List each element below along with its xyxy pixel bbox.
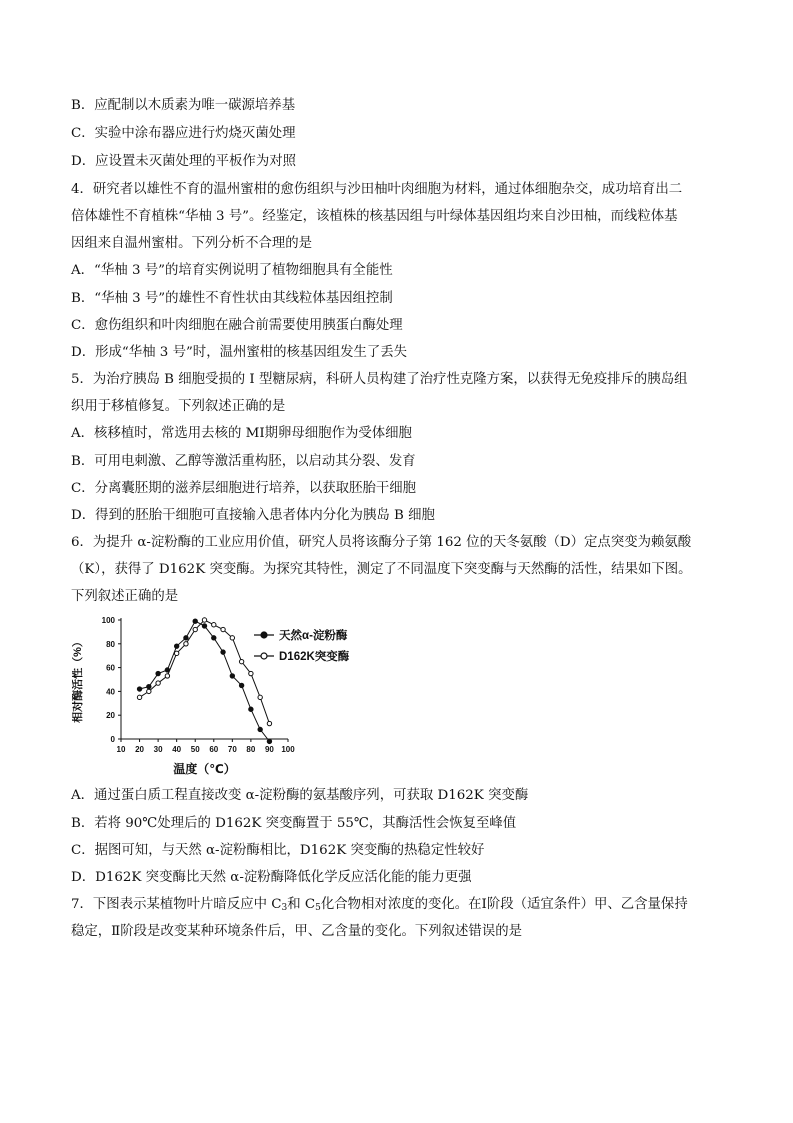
x-tick-label: 30: [153, 745, 163, 754]
x-axis-label: 温度（℃）: [173, 762, 236, 776]
x-tick-label: 20: [135, 745, 145, 754]
data-point: [156, 681, 160, 685]
text-line: B．应配制以木质素为唯一碳源培养基: [71, 98, 296, 113]
enzyme-activity-chart: [72, 610, 402, 782]
text-line: （K），获得了 D162K 突变酶。为探究其特性，测定了不同温度下突变酶与天然酶的活性，结果如下图。: [71, 562, 692, 577]
data-point: [165, 674, 169, 678]
text-line: D．得到的胚胎干细胞可直接输入患者体内分化为胰岛 B 细胞: [71, 508, 435, 523]
text-line: B．“华柚 3 号”的雄性不育性状由其线粒体基因组控制: [71, 291, 393, 306]
text-line: 6．为提升 α-淀粉酶的工业应用价值，研究人员将该酶分子第 162 位的天冬氨酸（D）定点突变为赖氨酸: [71, 535, 692, 550]
text-line: 5．为治疗胰岛 B 细胞受损的 I 型糖尿病，科研人员构建了治疗性克隆方案，以获得无免疫排斥的胰岛组: [71, 372, 688, 387]
y-tick-label: 100: [101, 616, 115, 625]
text-line: D．D162K 突变酶比天然 α-淀粉酶降低化学反应活化能的能力更强: [71, 870, 472, 885]
data-point: [193, 619, 197, 623]
data-point: [249, 707, 253, 711]
data-point: [230, 636, 234, 640]
text-line: 下列叙述正确的是: [71, 589, 179, 604]
x-tick-label: 90: [264, 745, 274, 754]
data-point: [221, 650, 225, 654]
q7-line-1: 7．下图表示某植物叶片暗反应中 $C_3$和 $C_5$化合物相对浓度的变化。在Ⅰ阶段（适宜条件）甲、乙含量保持: [71, 897, 688, 913]
y-tick-label: 40: [106, 687, 115, 697]
y-tick-label: 0: [110, 735, 115, 744]
data-point: [221, 627, 225, 631]
x-tick-label: 60: [209, 745, 219, 754]
y-tick-label: 20: [106, 711, 115, 721]
data-point: [267, 721, 271, 725]
legend-label: D162K突变酶: [279, 651, 350, 663]
text-line: B．若将 90℃处理后的 D162K 突变酶置于 55℃，其酶活性会恢复至峰值: [71, 816, 517, 831]
data-point: [147, 684, 151, 688]
x-tick-label: 70: [227, 745, 237, 754]
data-point: [137, 687, 141, 691]
data-point: [184, 642, 188, 646]
data-point: [258, 727, 262, 731]
text-line: 织用于移植修复。下列叙述正确的是: [71, 399, 286, 414]
data-point: [212, 636, 216, 640]
text-line: D．形成“华柚 3 号”时，温州蜜柑的核基因组发生了丢失: [71, 345, 408, 360]
data-point: [193, 627, 197, 631]
text-line: 因组来自温州蜜柑。下列分析不合理的是: [71, 236, 313, 251]
data-point: [184, 636, 188, 640]
text-line: C．愈伤组织和叶肉细胞在融合前需要使用胰蛋白酶处理: [71, 318, 403, 333]
data-point: [239, 683, 243, 687]
data-point: [174, 651, 178, 655]
text-line: C．分离囊胚期的滋养层细胞进行培养，以获取胚胎干细胞: [71, 481, 417, 496]
data-point: [230, 674, 234, 678]
data-point: [174, 644, 178, 648]
data-point: [202, 624, 206, 628]
data-point: [267, 739, 271, 743]
data-point: [239, 659, 243, 663]
data-point: [156, 671, 160, 675]
text-line: A．通过蛋白质工程直接改变 α-淀粉酶的氨基酸序列，可获取 D162K 突变酶: [71, 788, 529, 803]
y-axis-label: 相对酶活性（%）: [72, 636, 84, 723]
data-point: [202, 618, 206, 622]
text-line: 4．研究者以雄性不育的温州蜜柑的愈伤组织与沙田柚叶肉细胞为材料，通过体细胞杂交，成功培育出二: [71, 182, 683, 197]
x-tick-label: 40: [172, 745, 182, 754]
text-line: 倍体雄性不育植株“华柚 3 号”。经鉴定，该植株的核基因组与叶绿体基因组均来自沙田柚，而线粒体基: [71, 209, 678, 224]
text-line: B．可用电刺激、乙醇等激活重构胚，以启动其分裂、发育: [71, 454, 416, 469]
legend-label: 天然α-淀粉酶: [279, 630, 348, 642]
data-point: [212, 623, 216, 627]
legend-marker: [261, 632, 267, 638]
x-tick-label: 10: [116, 745, 126, 754]
x-tick-label: 100: [281, 745, 295, 754]
data-point: [249, 671, 253, 675]
data-point: [137, 695, 141, 699]
y-tick-label: 60: [106, 663, 115, 673]
y-tick-label: 80: [106, 639, 115, 649]
data-point: [147, 689, 151, 693]
text-line: C．据图可知，与天然 α-淀粉酶相比，D162K 突变酶的热稳定性较好: [71, 843, 485, 858]
text-line: D．应设置未灭菌处理的平板作为对照: [71, 154, 296, 169]
legend-marker: [261, 653, 267, 659]
text-line: A．核移植时，常选用去核的 MⅠ期卵母细胞作为受体细胞: [71, 426, 412, 441]
data-point: [258, 695, 262, 699]
x-tick-label: 80: [246, 745, 256, 754]
x-tick-label: 50: [190, 745, 200, 754]
q7-line-2: 稳定，Ⅱ阶段是改变某种环境条件后，甲、乙含量的变化。下列叙述错误的是: [71, 924, 522, 939]
text-line: C．实验中涂布器应进行灼烧灭菌处理: [71, 126, 296, 141]
text-line: A．“华柚 3 号”的培育实例说明了植物细胞具有全能性: [71, 263, 393, 278]
